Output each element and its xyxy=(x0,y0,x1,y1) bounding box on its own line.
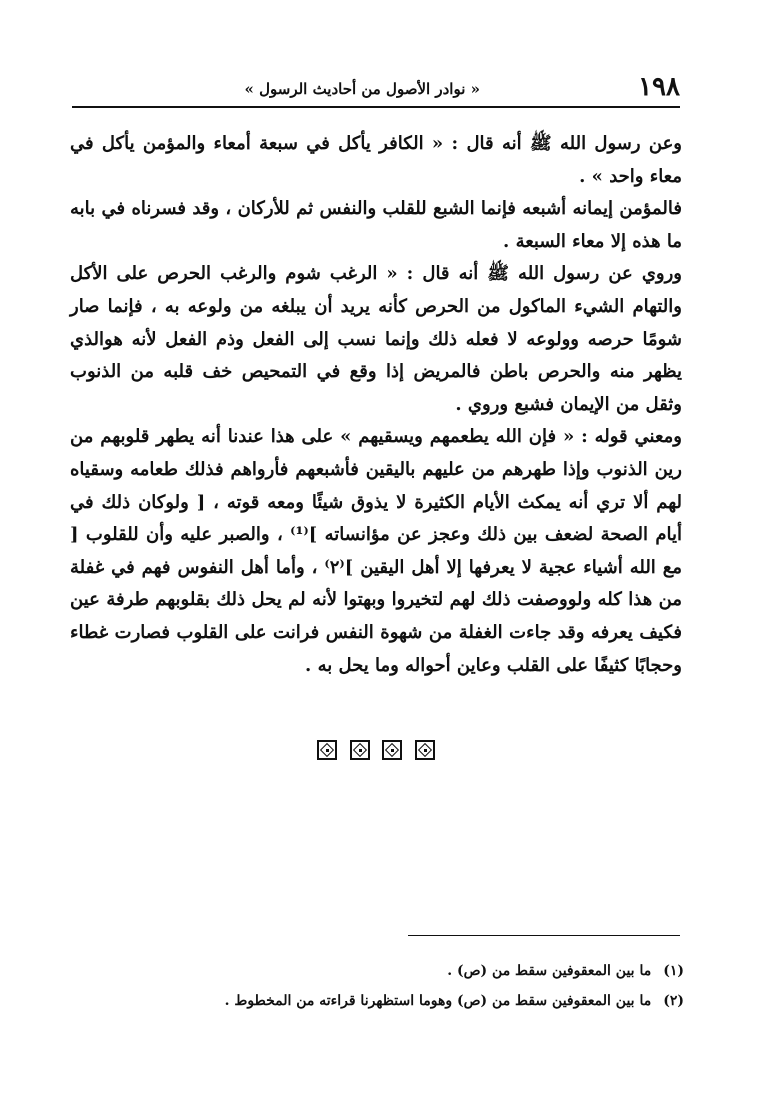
footnote xyxy=(72,956,684,986)
footnote-number: (٢) xyxy=(663,993,684,1009)
page-number: ١٩٨ xyxy=(638,72,680,102)
square-ornament-icon xyxy=(415,740,435,760)
running-title: « نوادر الأصول من أحاديث الرسول » xyxy=(244,80,480,98)
paragraph: ومعني قوله : « فإن الله يطعمهم ويسقيهم » على هذا عندنا أنه يطهر قلوبهم من رين الذنوب وإذا طهرهم من عليهم باليقين فأشبعهم فأرواهم فذلك طعامه وسقياه لهم ألا تري أنه يمكث الأيام الكثيرة لا يذوق شيئًا ومعه قوته ، [ ولوكان ذلك في أيام الصحة لضعف بين ذلك وعجز عن مؤانساته ]⁽¹⁾ ، والصبر عليه وأن للقلوب [ مع الله أشياء عجية لا يعرفها إلا أهل اليقين ]⁽٢⁾ ، وأما أهل النفوس فهم في غفلة من هذا كله ولووصفت ذلك لهم لتخيروا وبهتوا لأنه لم يحل ذلك بقلوبهم طرفة عين فكيف يعرفه وقد جاءت الغفلة من شهوة النفس فرانت على القلوب فصارت غطاء وحجابًا كثيفًا على القلب وعاين أحواله وما يحل به . xyxy=(70,426,682,676)
footnote xyxy=(72,986,684,1016)
square-ornament-icon xyxy=(317,740,337,760)
square-ornament-icon xyxy=(350,740,370,760)
footnotes xyxy=(72,956,684,1016)
paragraph: وروي عن رسول الله ﷺ أنه قال : « الرغب شوم والرغب الحرص على الأكل والتهام الشيء الماكول من الحرص كأنه يريد أن يبلغه من ولوعه به ، فإنما صار شومًا حرصه وولوعه لا فعله ذلك وإنما نسب إلى الفعل وذم الفعل لأنه هوالذي يظهر منه والحرص باطن فالمريض إذا وقع في التمحيص خف قلبه من الذنوب وثقل من الإيمان فشبع وروي . xyxy=(70,263,682,415)
footnote-text: ما بين المعقوفين سقط من (ص) . xyxy=(447,963,652,979)
section-ornament xyxy=(317,740,435,762)
page-header xyxy=(72,72,680,108)
main-text xyxy=(70,128,682,682)
footnote-divider xyxy=(408,935,680,936)
footnote-text: ما بين المعقوفين سقط من (ص) وهوما استظهرنا قراءته من المخطوط . xyxy=(224,993,652,1009)
paragraph: فالمؤمن إيمانه أشبعه فإنما الشبع للقلب والنفس ثم للأركان ، وقد فسرناه في بابه ما هذه إلا معاء السبعة . xyxy=(70,198,682,252)
square-ornament-icon xyxy=(382,740,402,760)
footnote-number: (١) xyxy=(663,963,684,979)
paragraph: وعن رسول الله ﷺ أنه قال : « الكافر يأكل في سبعة أمعاء والمؤمن يأكل في معاء واحد » . xyxy=(70,133,682,187)
